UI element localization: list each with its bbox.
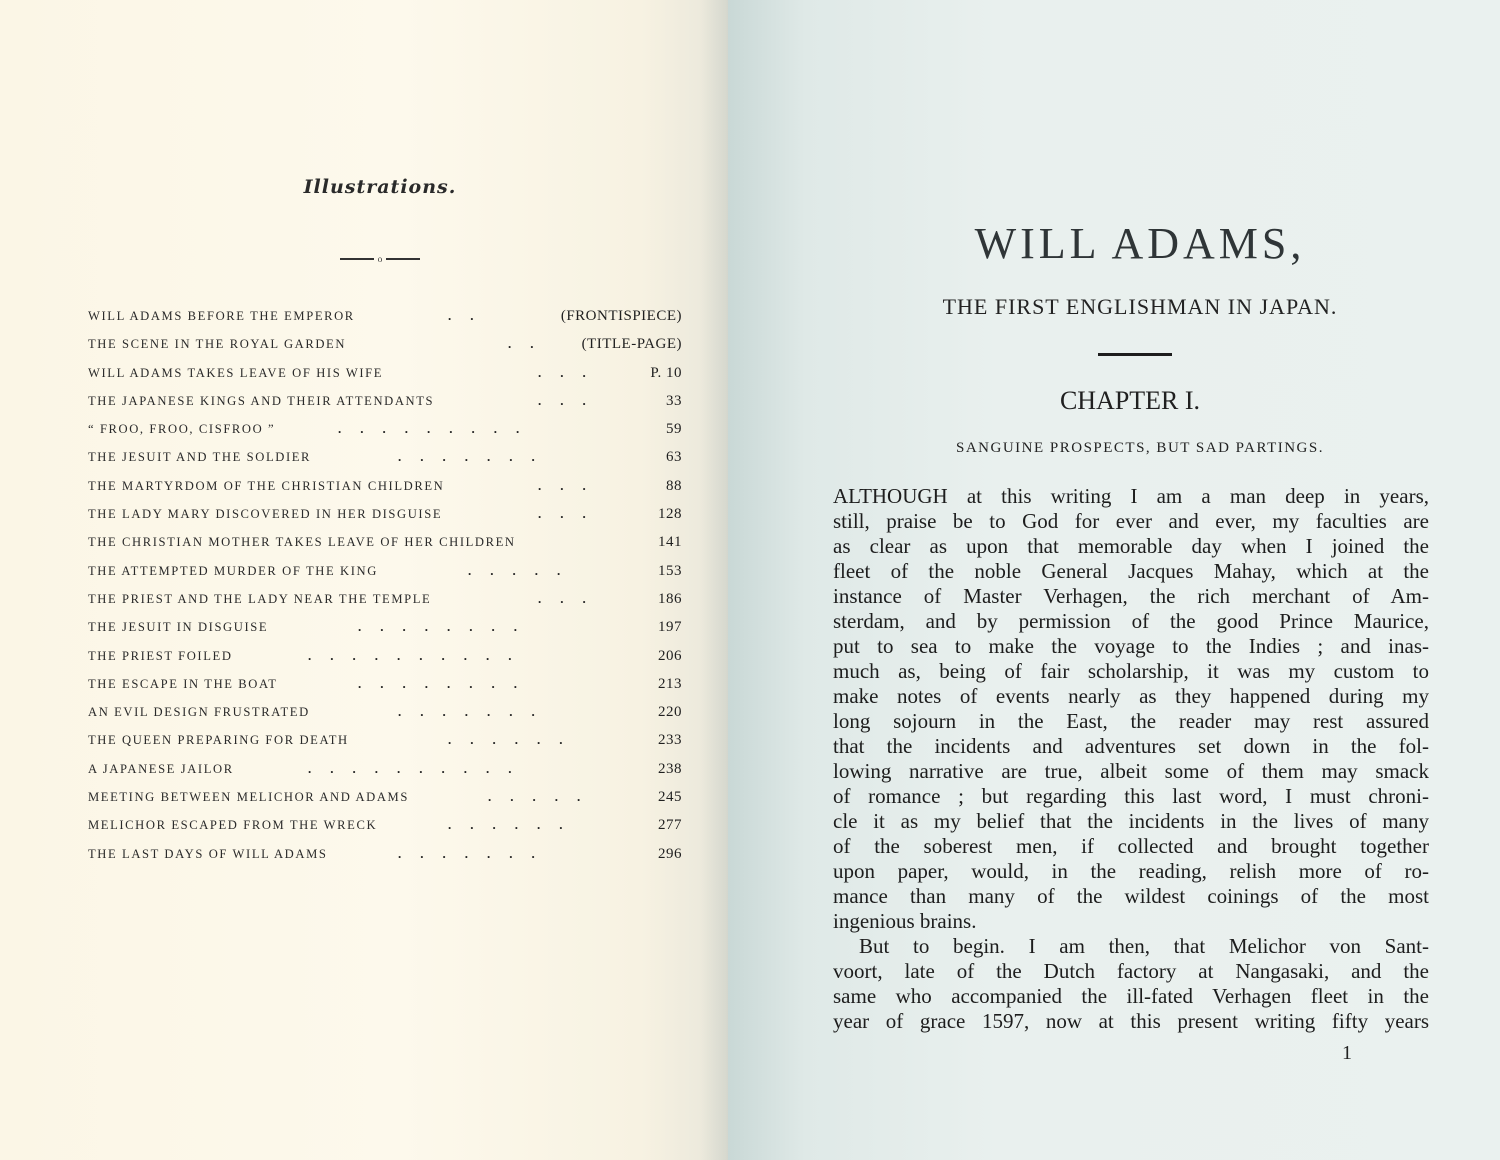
illustration-page-ref: 63 — [666, 449, 682, 466]
text-line: But to begin. I am then, that Melichor von Sant- — [859, 934, 1429, 958]
illustration-page-ref: 206 — [658, 647, 682, 664]
dot-leader: ..... — [488, 789, 600, 805]
illustration-entry — [88, 302, 688, 330]
illustration-title: WILL ADAMS BEFORE THE EMPEROR — [88, 309, 355, 323]
text-line: much as, being of fair scholarship, it was my custom to — [833, 659, 1429, 683]
text-line: cle it as my belief that the incidents in the lives of many — [833, 809, 1429, 833]
illustration-title: THE JESUIT AND THE SOLDIER — [88, 450, 312, 465]
illustration-entry — [88, 330, 688, 358]
text-line: that the incidents and adventures set down in the fol- — [833, 734, 1429, 758]
dot-leader: .. — [508, 336, 553, 352]
title-divider — [1098, 353, 1172, 356]
illustration-page-ref: (TITLE-PAGE) — [581, 336, 682, 353]
text-line: ingenious brains. — [833, 909, 977, 933]
text-line: of the soberest men, if collected and brought together — [833, 834, 1429, 858]
illustration-title: THE LADY MARY DISCOVERED IN HER DISGUISE — [88, 507, 443, 522]
illustration-entry — [88, 811, 688, 839]
illustration-title: WILL ADAMS TAKES LEAVE OF HIS WIFE — [88, 365, 384, 380]
illustration-entry — [88, 443, 688, 471]
illustration-title: THE ATTEMPTED MURDER OF THE KING — [88, 563, 378, 578]
text-line: ALTHOUGH at this writing I am a man deep in years, — [833, 484, 1429, 508]
illustration-title: MEETING BETWEEN MELICHOR AND ADAMS — [88, 790, 409, 805]
text-line: still, praise be to God for ever and ever, my faculties are — [833, 509, 1429, 533]
illustration-title: A JAPANESE JAILOR — [88, 761, 234, 776]
text-line: voort, late of the Dutch factory at Nangasaki, and the — [833, 959, 1429, 983]
illustration-entry — [88, 500, 688, 528]
illustration-entry — [88, 783, 688, 811]
illustration-title: THE MARTYRDOM OF THE CHRISTIAN CHILDREN — [88, 478, 445, 493]
illustration-entry — [88, 585, 688, 613]
illustrations-heading: Illustrations. — [303, 176, 457, 198]
illustration-title: THE CHRISTIAN MOTHER TAKES LEAVE OF HER CHILDREN — [88, 535, 516, 550]
illustration-page-ref: (FRONTISPIECE) — [560, 308, 682, 324]
illustration-title: THE JESUIT IN DISGUISE — [88, 620, 269, 635]
text-line: same who accompanied the ill-fated Verhagen fleet in the — [833, 984, 1429, 1008]
illustration-page-ref: P. 10 — [650, 364, 682, 381]
illustration-page-ref: 33 — [666, 392, 682, 409]
dot-leader: ..... — [468, 562, 580, 578]
illustration-title: THE ESCAPE IN THE BOAT — [88, 676, 278, 691]
chapter-body-text — [833, 484, 1429, 1034]
illustration-entry — [88, 698, 688, 726]
illustration-title: THE PRIEST FOILED — [88, 648, 233, 663]
dot-leader: .......... — [308, 647, 531, 663]
text-line: lowing narrative are true, albeit some of them may smack — [833, 759, 1429, 783]
dot-leader: ... — [538, 364, 605, 380]
dot-leader: .......... — [308, 760, 531, 776]
dot-leader: ... — [538, 506, 605, 522]
book-subtitle: THE FIRST ENGLISHMAN IN JAPAN. — [942, 294, 1338, 319]
text-line: as clear as upon that memorable day when I joined the — [833, 534, 1429, 558]
illustration-entry — [88, 755, 688, 783]
dot-leader: ....... — [398, 449, 554, 465]
text-line: sterdam, and by permission of the good Prince Maurice, — [833, 609, 1429, 633]
illustration-entry — [88, 528, 688, 556]
text-line: of romance ; but regarding this last word, I must chroni- — [833, 784, 1429, 808]
text-line: upon paper, would, in the reading, relish more of ro- — [833, 859, 1429, 883]
illustration-entry — [88, 670, 688, 698]
illustration-page-ref: 220 — [658, 704, 682, 721]
ornament-glyph: o — [377, 254, 383, 264]
illustration-page-ref: 233 — [658, 732, 682, 749]
illustration-entry — [88, 415, 688, 443]
illustration-page-ref: 197 — [658, 619, 682, 636]
heading-ornament-rule — [340, 253, 420, 265]
illustrations-list — [88, 302, 688, 868]
illustration-page-ref: 238 — [658, 760, 682, 777]
dot-leader: ... — [538, 477, 605, 493]
illustration-page-ref: 88 — [666, 477, 682, 494]
dot-leader: ......... — [338, 421, 539, 437]
dot-leader: ........ — [358, 675, 536, 691]
dot-leader: ... — [538, 590, 605, 606]
text-line: instance of Master Verhagen, the rich merchant of Am- — [833, 584, 1429, 608]
illustration-entry — [88, 359, 688, 387]
text-line: year of grace 1597, now at this present writing fifty years — [833, 1009, 1429, 1033]
illustration-page-ref: 296 — [658, 845, 682, 862]
chapter-heading: CHAPTER I. — [1059, 386, 1201, 415]
dot-leader: ........ — [358, 619, 536, 635]
illustration-entry — [88, 642, 688, 670]
illustration-title: “ FROO, FROO, CISFROO ” — [88, 422, 276, 437]
illustration-page-ref: 153 — [658, 562, 682, 579]
illustration-title: THE JAPANESE KINGS AND THEIR ATTENDANTS — [88, 393, 435, 408]
illustration-page-ref: 213 — [658, 675, 682, 692]
dot-leader: ....... — [398, 704, 554, 720]
chapter-title: SANGUINE PROSPECTS, BUT SAD PARTINGS. — [955, 440, 1324, 456]
illustration-page-ref: 59 — [666, 421, 682, 438]
illustration-title: THE LAST DAYS OF WILL ADAMS — [88, 846, 328, 861]
text-line: make notes of events nearly as they happened during my — [833, 684, 1429, 708]
text-line: fleet of the noble General Jacques Mahay, which at the — [833, 559, 1429, 583]
text-line: put to sea to make the voyage to the Indies ; and inas- — [833, 634, 1429, 658]
illustration-page-ref: 141 — [658, 534, 682, 551]
illustration-title: THE QUEEN PREPARING FOR DEATH — [88, 733, 349, 748]
illustration-title: AN EVIL DESIGN FRUSTRATED — [88, 705, 310, 720]
illustration-title: MELICHOR ESCAPED FROM THE WRECK — [88, 818, 378, 833]
illustration-entry — [88, 840, 688, 868]
dot-leader: .. — [448, 308, 493, 323]
illustration-page-ref: 277 — [658, 817, 682, 834]
illustration-page-ref: 128 — [658, 506, 682, 523]
illustration-entry — [88, 613, 688, 641]
left-page — [0, 0, 728, 1160]
book-title: WILL ADAMS, — [974, 219, 1306, 268]
illustration-entry — [88, 387, 688, 415]
illustration-page-ref: 186 — [658, 590, 682, 607]
text-line: long sojourn in the East, the reader may rest assured — [833, 709, 1429, 733]
illustration-title: THE SCENE IN THE ROYAL GARDEN — [88, 337, 347, 352]
text-line: mance than many of the wildest coinings of the most — [833, 884, 1429, 908]
illustration-title: THE PRIEST AND THE LADY NEAR THE TEMPLE — [88, 591, 432, 606]
dot-leader: ....... — [398, 845, 554, 861]
page-number: 1 — [1342, 1042, 1352, 1064]
illustration-page-ref: 245 — [658, 789, 682, 806]
illustration-entry — [88, 726, 688, 754]
dot-leader: ...... — [448, 732, 582, 748]
dot-leader: ...... — [448, 817, 582, 833]
illustration-entry — [88, 557, 688, 585]
illustration-entry — [88, 472, 688, 500]
dot-leader: ... — [538, 392, 605, 408]
